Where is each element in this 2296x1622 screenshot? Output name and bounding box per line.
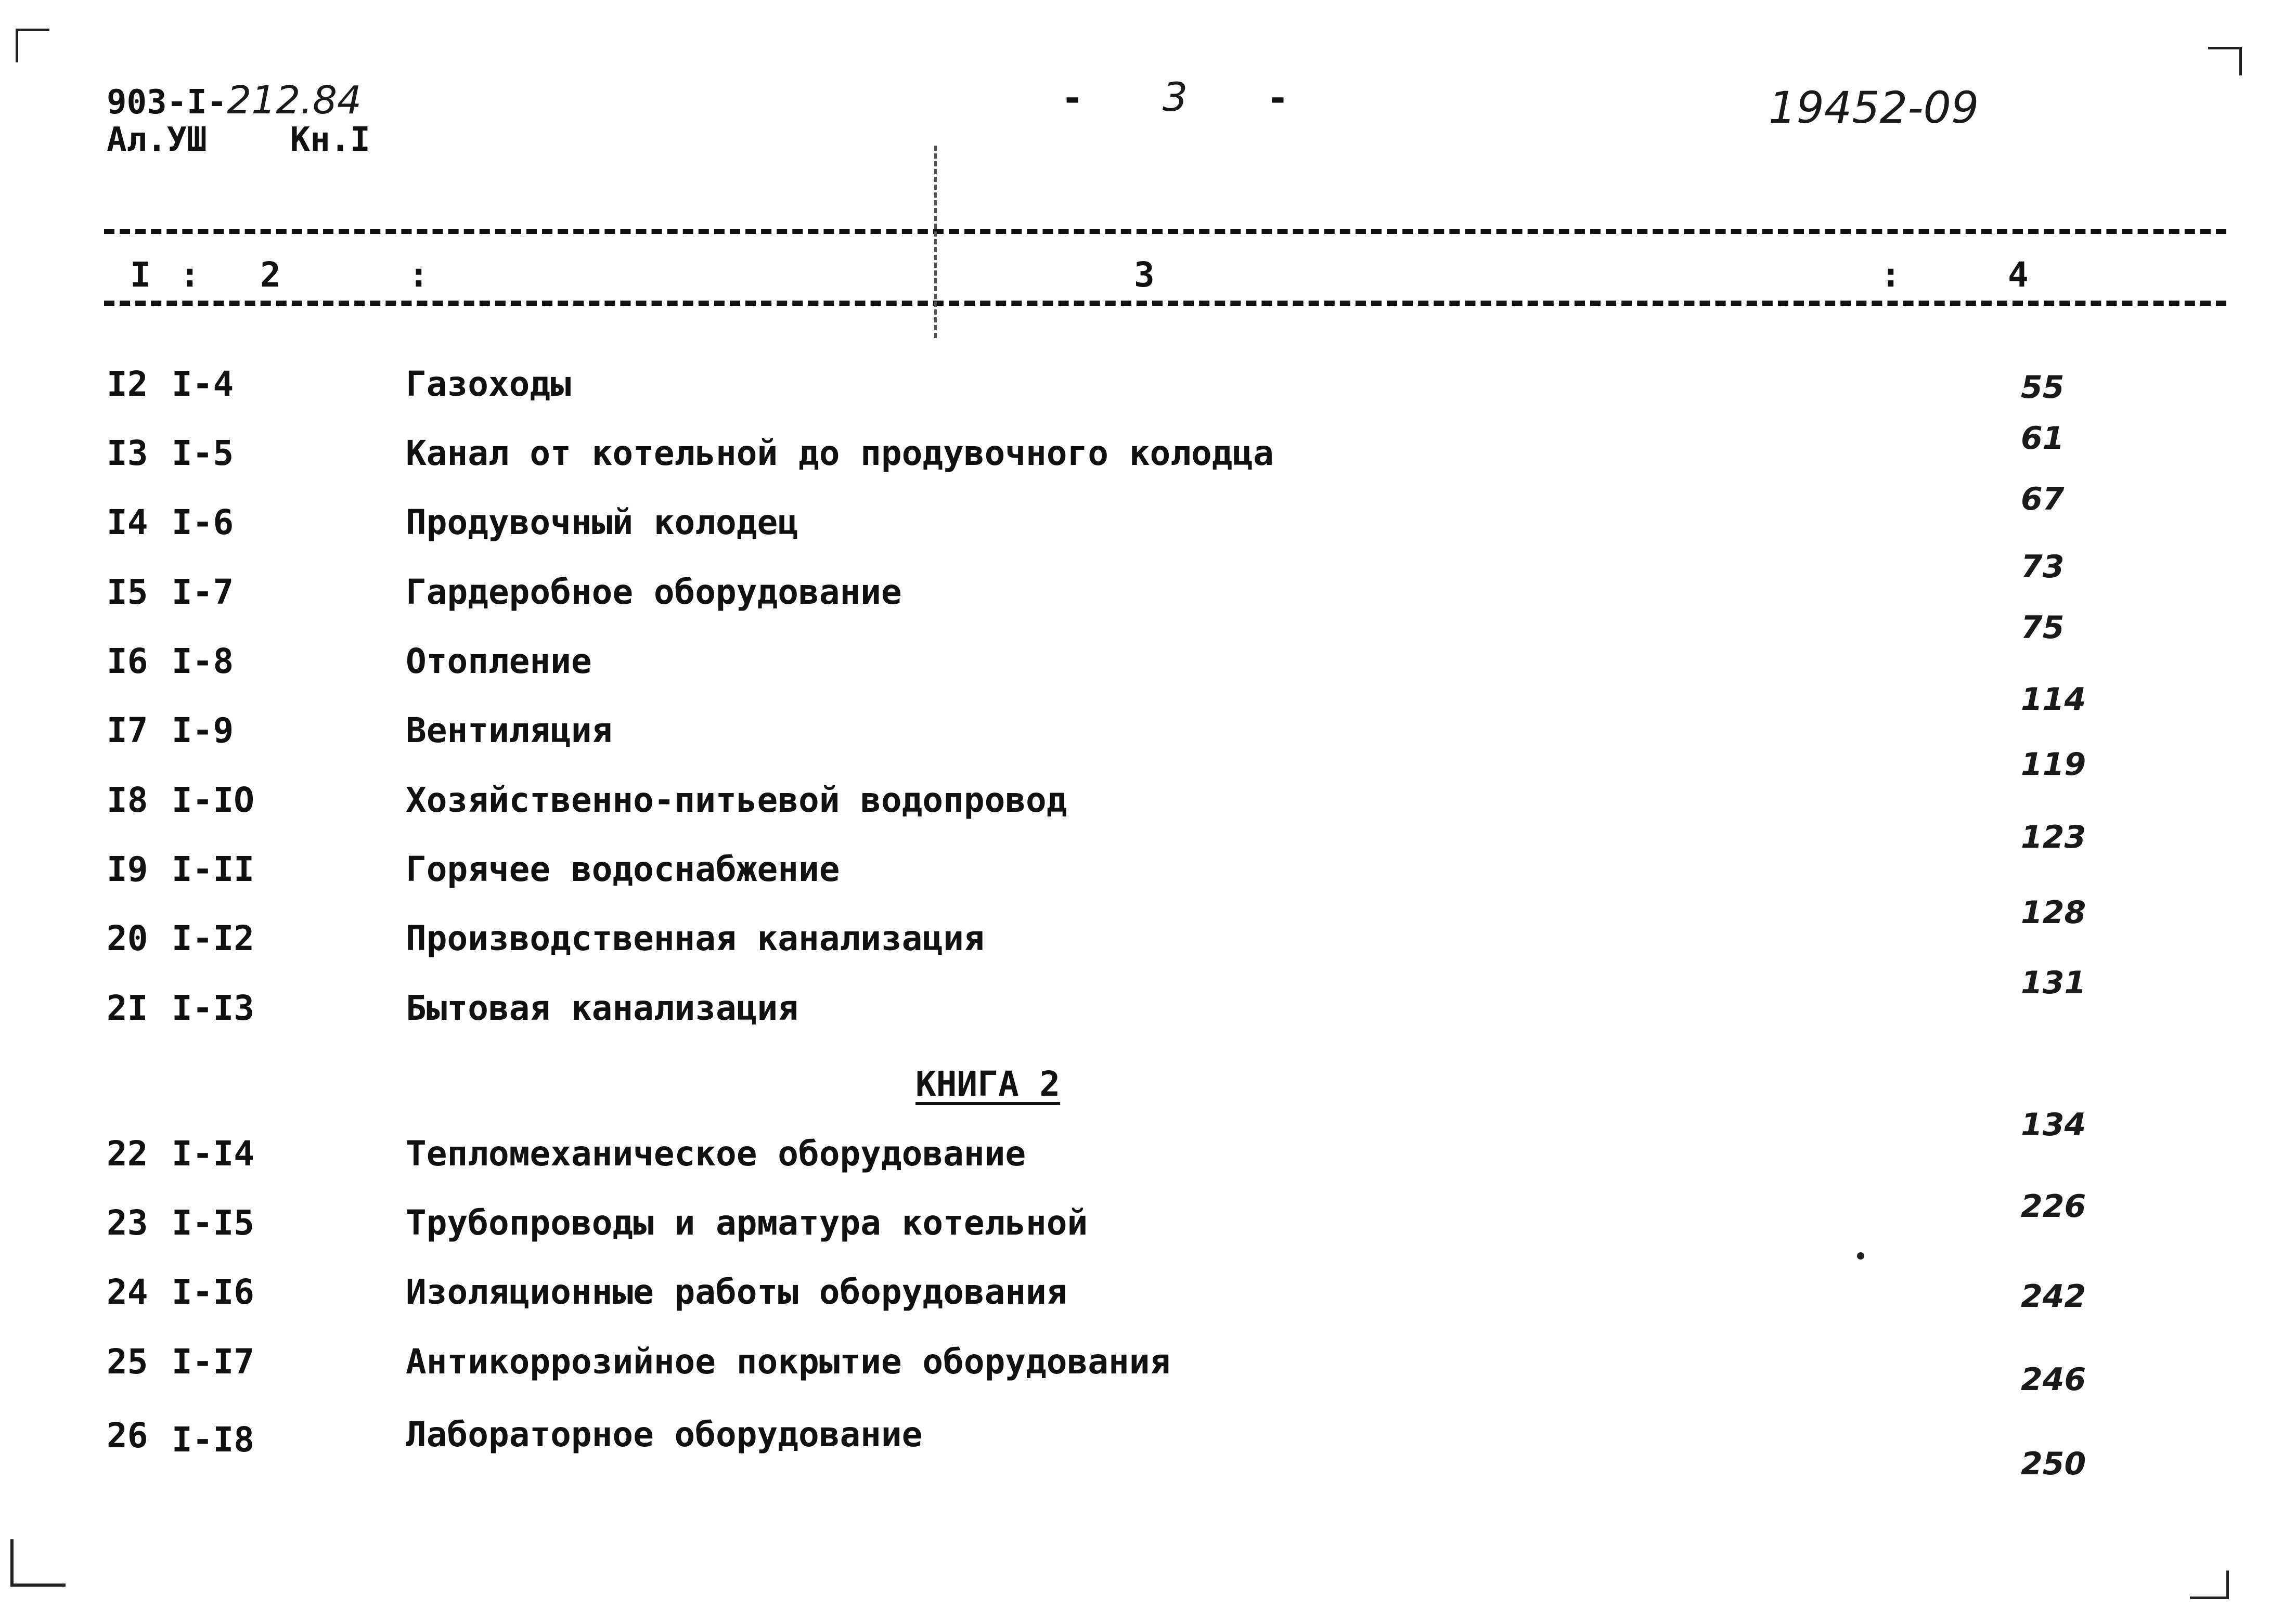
row-number: 22 <box>107 1134 148 1174</box>
row-title: Производственная канализация <box>406 918 985 958</box>
column-head-2: 2 <box>260 255 281 295</box>
row-title: Гардеробное оборудование <box>406 572 902 612</box>
book-2-heading: КНИГА 2 <box>915 1064 1061 1104</box>
row-number: I2 <box>107 364 148 404</box>
row-number: I6 <box>107 641 148 681</box>
row-title: Трубопроводы и арматура котельной <box>406 1203 1088 1243</box>
row-title: Лабораторное оборудование <box>406 1415 923 1455</box>
corner-mark-bottom-right <box>2190 1571 2229 1599</box>
project-code-handwritten: 212.84 <box>227 78 362 123</box>
fold-line <box>934 146 937 338</box>
row-title: Горячее водоснабжение <box>406 849 840 889</box>
row-title: Тепломеханическое оборудование <box>406 1134 1026 1174</box>
row-title: Изоляционные работы оборудования <box>406 1272 1067 1312</box>
row-page: 73 <box>2021 549 2065 585</box>
row-page: 226 <box>2021 1188 2086 1225</box>
archive-number: 19452-09 <box>1769 82 1979 133</box>
row-code: I-I8 <box>172 1420 254 1460</box>
row-number: I5 <box>107 572 148 612</box>
row-code: I-I2 <box>172 918 254 958</box>
row-number: I7 <box>107 710 148 750</box>
row-number: 23 <box>107 1203 148 1243</box>
sheet-dash-right: - <box>1266 76 1289 120</box>
row-page: 131 <box>2021 965 2086 1001</box>
row-code: I-I7 <box>172 1342 254 1382</box>
header-rule-top <box>104 229 2226 234</box>
column-head-3: 3 <box>1134 255 1155 295</box>
stray-mark <box>1857 1252 1864 1260</box>
row-page: 123 <box>2021 819 2086 855</box>
row-page: 114 <box>2021 681 2086 718</box>
row-number: I9 <box>107 849 148 889</box>
album-label: Ал.УШ <box>107 121 207 159</box>
row-code: I-I4 <box>172 1134 254 1174</box>
column-separator-3: : <box>1880 255 1901 295</box>
corner-mark-top-left <box>16 29 49 62</box>
row-number: I8 <box>107 780 148 820</box>
sheet-dash-left: - <box>1061 76 1084 120</box>
row-number: 20 <box>107 918 148 958</box>
row-page: 246 <box>2021 1361 2086 1398</box>
column-head-1: I <box>130 255 151 295</box>
row-code: I-4 <box>172 364 234 404</box>
corner-mark-top-right <box>2208 47 2242 75</box>
row-page: 61 <box>2021 420 2065 457</box>
sheet-number <box>1061 74 1289 120</box>
row-page: 242 <box>2021 1278 2086 1315</box>
row-code: I-9 <box>172 710 234 750</box>
row-page: 75 <box>2021 609 2065 646</box>
row-number: I3 <box>107 433 148 473</box>
row-code: I-I5 <box>172 1203 254 1243</box>
row-page: 250 <box>2021 1446 2086 1482</box>
row-number: 26 <box>107 1416 148 1456</box>
row-page: 119 <box>2021 746 2086 783</box>
row-number: I4 <box>107 502 148 542</box>
row-page: 128 <box>2021 894 2086 931</box>
project-code <box>107 78 362 123</box>
row-title: Хозяйственно-питьевой водопровод <box>406 780 1067 820</box>
row-page: 67 <box>2021 481 2065 517</box>
row-page: 55 <box>2021 369 2065 406</box>
row-code: I-IO <box>172 780 254 820</box>
row-title: Антикоррозийное покрытие оборудования <box>406 1342 1171 1382</box>
book-label: Кн.I <box>290 121 370 159</box>
row-code: I-I6 <box>172 1272 254 1312</box>
row-code: I-I3 <box>172 988 254 1028</box>
row-code: I-8 <box>172 641 234 681</box>
column-head-4: 4 <box>2008 255 2029 295</box>
row-number: 25 <box>107 1342 148 1382</box>
corner-mark-bottom-left <box>10 1539 66 1587</box>
row-page: 134 <box>2021 1107 2086 1143</box>
row-title: Канал от котельной до продувочного колодца <box>406 433 1274 473</box>
row-title: Продувочный колодец <box>406 502 798 542</box>
project-code-printed: 903-I- <box>107 83 227 122</box>
row-number: 2I <box>107 988 148 1028</box>
album-book-label <box>107 121 370 159</box>
row-code: I-7 <box>172 572 234 612</box>
sheet-number-value: 3 <box>1162 74 1188 120</box>
row-title: Отопление <box>406 641 592 681</box>
row-code: I-II <box>172 849 254 889</box>
row-title: Вентиляция <box>406 710 613 750</box>
column-separator-2: : <box>408 255 429 295</box>
column-separator-1: : <box>179 255 200 295</box>
row-code: I-5 <box>172 433 234 473</box>
header-rule-bottom <box>104 301 2226 306</box>
row-title: Бытовая канализация <box>406 988 798 1028</box>
row-code: I-6 <box>172 502 234 542</box>
row-number: 24 <box>107 1272 148 1312</box>
row-title: Газоходы <box>406 364 571 404</box>
